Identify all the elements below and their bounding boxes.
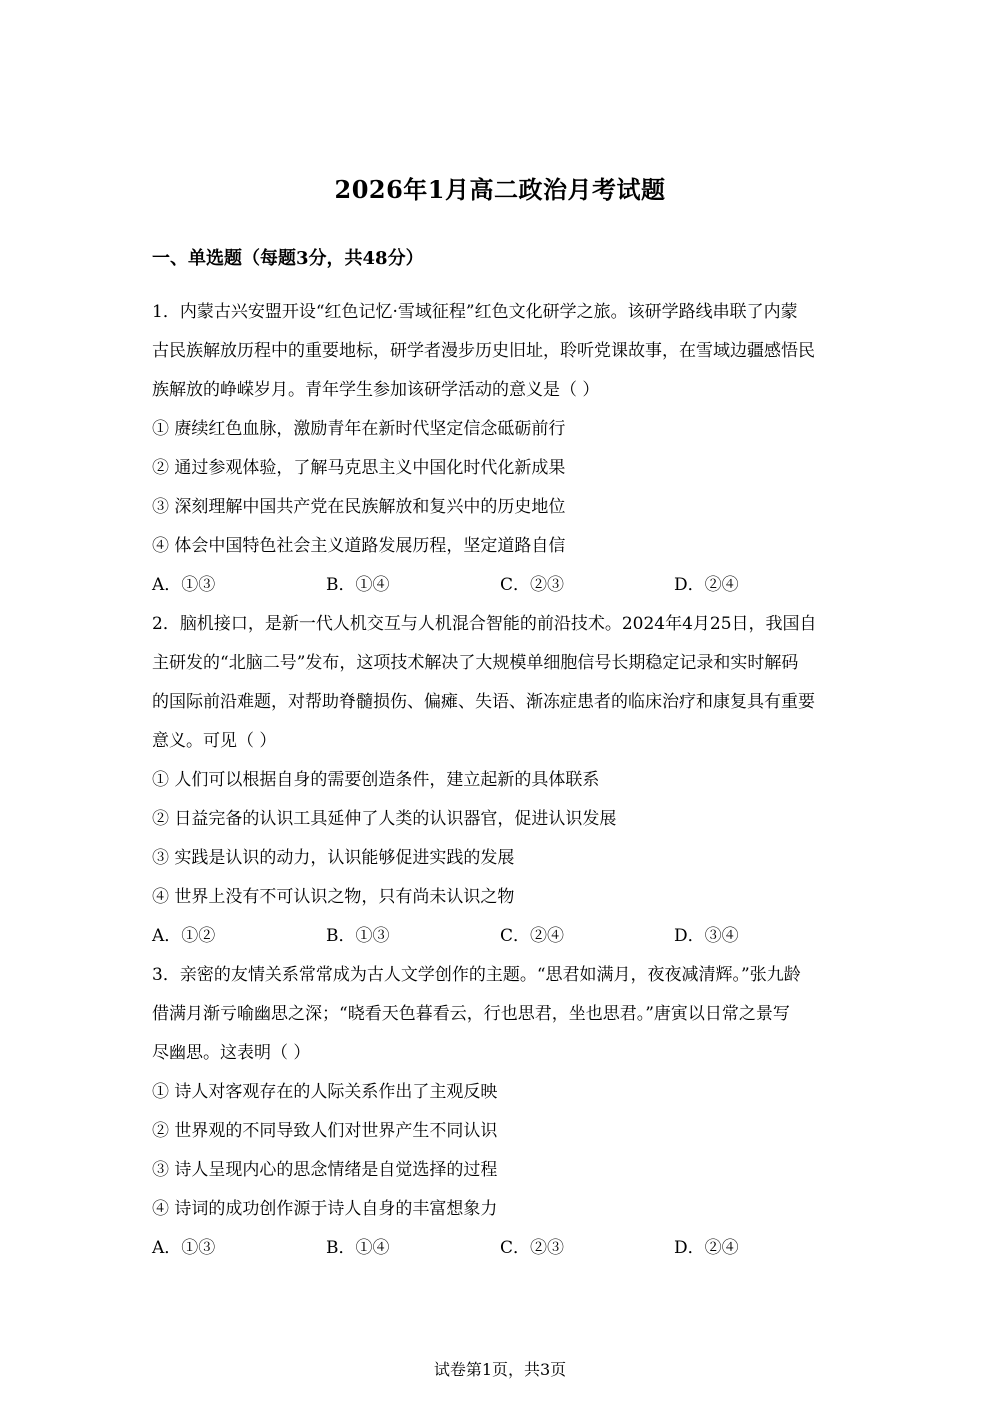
question-stem-line: 尽幽思。这表明（ ） — [152, 1043, 311, 1063]
option-a: A．①③ — [152, 1238, 216, 1258]
question-stem-line: 的国际前沿难题，对帮助脊髓损伤、偏瘫、失语、渐冻症患者的临床治疗和康复具有重要 — [152, 692, 815, 712]
option-c: C．②③ — [500, 1238, 565, 1258]
option-c: C．②③ — [500, 575, 565, 595]
question-stem-line: 意义。可见（ ） — [152, 731, 277, 751]
question-stem-line: 主研发的“北脑二号”发布，这项技术解决了大规模单细胞信号长期稳定记录和实时解码 — [152, 653, 799, 673]
option-b: B．①③ — [326, 926, 390, 946]
option-d: D．②④ — [674, 575, 739, 595]
option-c: C．②④ — [500, 926, 565, 946]
option-b: B．①④ — [326, 575, 390, 595]
statement-4: ④ 诗词的成功创作源于诗人自身的丰富想象力 — [152, 1199, 498, 1219]
page-footer: 试卷第1页，共3页 — [433, 1360, 567, 1379]
statement-2: ② 世界观的不同导致人们对世界产生不同认识 — [152, 1121, 498, 1141]
question-2 — [152, 605, 852, 956]
statement-3: ③ 实践是认识的动力，认识能够促进实践的发展 — [152, 848, 515, 868]
option-a: A．①③ — [152, 575, 216, 595]
answer-options — [152, 566, 852, 605]
statement-3: ③ 深刻理解中国共产党在民族解放和复兴中的历史地位 — [152, 497, 566, 517]
question-stem-line: 借满月渐亏喻幽思之深；“晓看天色暮看云，行也思君，坐也思君。”唐寅以日常之景写 — [152, 1004, 790, 1024]
option-d: D．②④ — [674, 1238, 739, 1258]
statement-4: ④ 世界上没有不可认识之物，只有尚未认识之物 — [152, 887, 515, 907]
statement-2: ② 通过参观体验，了解马克思主义中国化时代化新成果 — [152, 458, 566, 478]
option-b: B．①④ — [326, 1238, 390, 1258]
section-header: 一、单选题（每题3分，共48分） — [152, 248, 424, 269]
question-1 — [152, 293, 852, 605]
option-d: D．③④ — [674, 926, 739, 946]
question-stem-line: 古民族解放历程中的重要地标，研学者漫步历史旧址，聆听党课故事，在雪域边疆感悟民 — [152, 341, 815, 361]
question-stem-line: 族解放的峥嵘岁月。青年学生参加该研学活动的意义是（ ） — [152, 380, 600, 400]
question-stem-line: 3．亲密的友情关系常常成为古人文学创作的主题。“思君如满月，夜夜减清辉。”张九龄 — [152, 965, 801, 985]
question-stem-line: 1．内蒙古兴安盟开设“红色记忆·雪域征程”红色文化研学之旅。该研学路线串联了内蒙 — [152, 302, 798, 322]
answer-options — [152, 1229, 852, 1268]
statement-3: ③ 诗人呈现内心的思念情绪是自觉选择的过程 — [152, 1160, 498, 1180]
statement-2: ② 日益完备的认识工具延伸了人类的认识器官，促进认识发展 — [152, 809, 617, 829]
answer-options — [152, 917, 852, 956]
statement-1: ① 诗人对客观存在的人际关系作出了主观反映 — [152, 1082, 498, 1102]
question-3 — [152, 956, 852, 1268]
statement-1: ① 赓续红色血脉，激励青年在新时代坚定信念砥砺前行 — [152, 419, 566, 439]
option-a: A．①② — [152, 926, 216, 946]
question-stem-line: 2．脑机接口，是新一代人机交互与人机混合智能的前沿技术。2024年4月25日，我国自 — [152, 614, 817, 634]
statement-1: ① 人们可以根据自身的需要创造条件，建立起新的具体联系 — [152, 770, 600, 790]
page-title: 2026年1月高二政治月考试题 — [334, 175, 666, 204]
questions-content — [152, 293, 852, 1268]
statement-4: ④ 体会中国特色社会主义道路发展历程，坚定道路自信 — [152, 536, 566, 556]
